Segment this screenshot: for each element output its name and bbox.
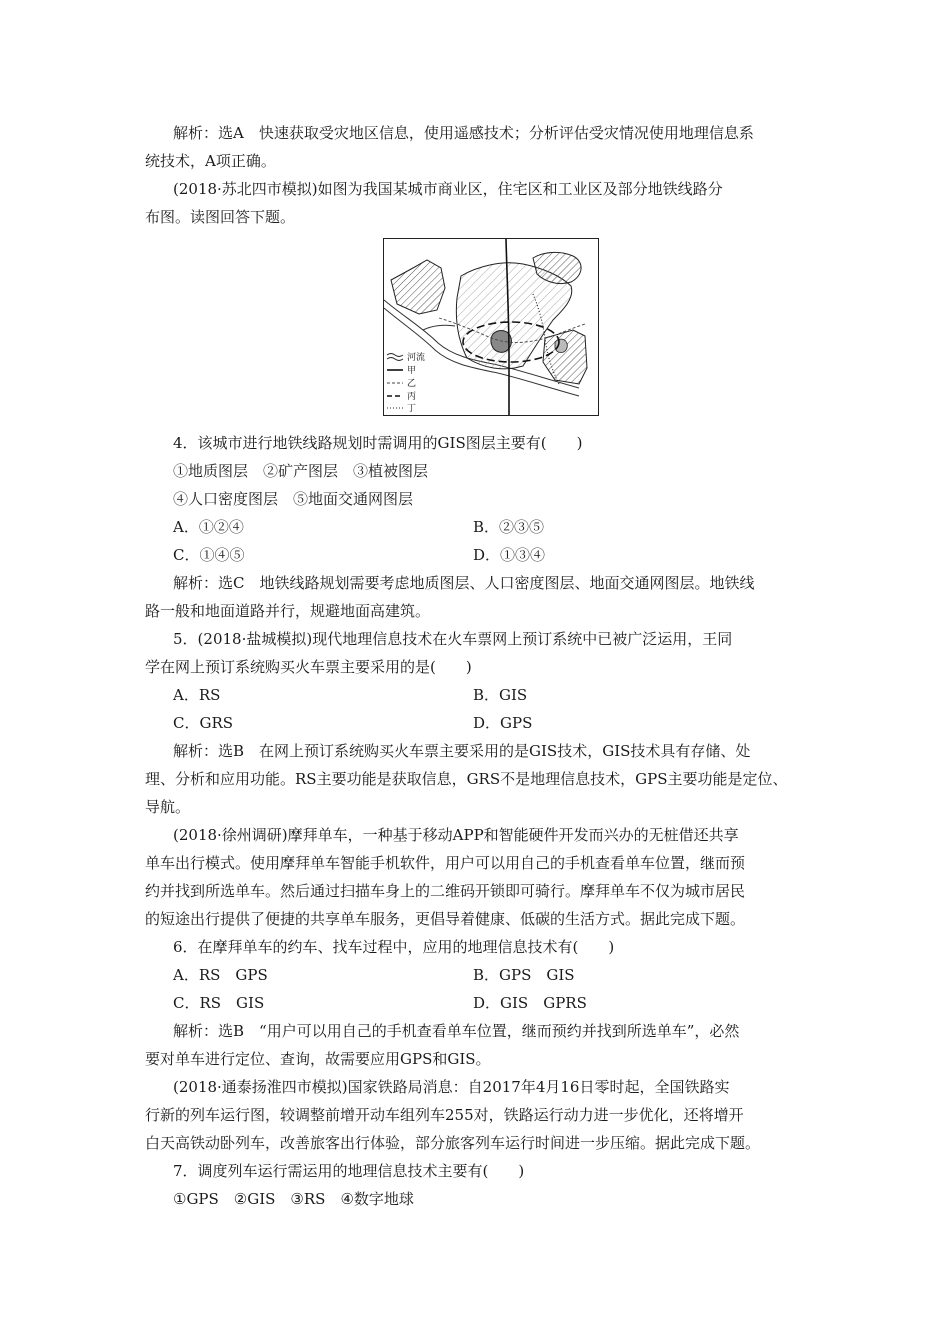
answer-6-line-1: 解析：选B “用户可以用自己的手机查看单车位置，继而预约并找到所选单车”，必然 [173,1022,740,1040]
passage-7-line-1: (2018·通泰扬淮四市模拟)国家铁路局消息：自2017年4月16日零时起，全国铁路实 [173,1078,730,1096]
passage-7-line-3: 白天高铁动卧列车，改善旅客出行体验，部分旅客列车运行时间进一步压缩。据此完成下题。 [145,1134,761,1152]
question-7: 7．调度列车运行需运用的地理信息技术主要有( ) [173,1162,525,1180]
city-map-figure [383,238,599,416]
passage-4-line-2: 布图。读图回答下题。 [145,208,296,226]
question-4-option-c: C．①④⑤ [173,546,245,564]
answer-6-line-2: 要对单车进行定位、查询，故需要应用GPS和GIS。 [145,1050,491,1068]
passage-4-line-1: (2018·苏北四市模拟)如图为我国某城市商业区，住宅区和工业区及部分地铁线路分 [173,180,723,198]
passage-7-line-2: 行新的列车运行图，较调整前增开动车组列车255对，铁路运行动力进一步优化，还将增开 [145,1106,744,1124]
question-4-option-a: A．①②④ [173,518,244,536]
question-6-option-a: A．RS GPS [173,966,268,984]
answer-4-line-1: 解析：选C 地铁线路规划需要考虑地质图层、人口密度图层、地面交通网图层。地铁线 [173,574,755,592]
question-5-option-a: A．RS [173,686,221,704]
question-6-option-d: D．GIS GPRS [473,994,587,1012]
question-4-items-2: ④人口密度图层 ⑤地面交通网图层 [173,490,414,508]
answer-4-line-2: 路一般和地面道路并行，规避地面高建筑。 [145,602,431,620]
question-5-option-c: C．GRS [173,714,234,732]
legend-label-ding: 丁 [407,404,417,414]
passage-6-line-1: (2018·徐州调研)摩拜单车，一种基于移动APP和智能硬件开发而兴办的无桩借还共享 [173,826,739,844]
answer-3-line-1: 解析：选A 快速获取受灾地区信息，使用遥感技术；分析评估受灾情况使用地理信息系 [173,124,754,142]
question-7-items: ①GPS ②GIS ③RS ④数字地球 [173,1190,414,1208]
answer-5-line-2: 理、分析和应用功能。RS主要功能是获取信息，GRS不是地理信息技术，GPS主要功能是定位、 [145,770,788,788]
question-4-option-b: B．②③⑤ [473,518,545,536]
passage-6-line-2: 单车出行模式。使用摩拜单车智能手机软件，用户可以用自己的手机查看单车位置，继而预 [145,854,746,872]
question-4-option-d: D．①③④ [473,546,546,564]
question-6: 6．在摩拜单车的约车、找车过程中，应用的地理信息技术有( ) [173,938,615,956]
legend-label-yi: 乙 [407,379,417,389]
answer-5-line-1: 解析：选B 在网上预订系统购买火车票主要采用的是GIS技术，GIS技术具有存储、处 [173,742,751,760]
legend-label-jia: 甲 [407,366,417,376]
passage-6-line-4: 的短途出行提供了便捷的共享单车服务，更倡导着健康、低碳的生活方式。据此完成下题。 [145,910,746,928]
legend-label-river: 河流 [407,353,426,363]
question-5-option-d: D．GPS [473,714,533,732]
passage-6-line-3: 约并找到所选单车。然后通过扫描车身上的二维码开锁即可骑行。摩拜单车不仅为城市居民 [145,882,746,900]
question-5-line-2: 学在网上预订系统购买火车票主要采用的是( ) [145,658,472,676]
question-4: 4．该城市进行地铁线路规划时需调用的GIS图层主要有( ) [173,434,583,452]
answer-5-line-3: 导航。 [145,798,191,816]
legend-label-bing: 丙 [407,392,417,402]
question-4-items-1: ①地质图层 ②矿产图层 ③植被图层 [173,462,429,480]
question-5-option-b: B．GIS [473,686,528,704]
answer-3-line-2: 统技术，A项正确。 [145,152,276,170]
question-6-option-c: C．RS GIS [173,994,265,1012]
question-6-option-b: B．GPS GIS [473,966,575,984]
question-5-line-1: 5．(2018·盐城模拟)现代地理信息技术在火车票网上预订系统中已被广泛运用，王同 [173,630,733,648]
